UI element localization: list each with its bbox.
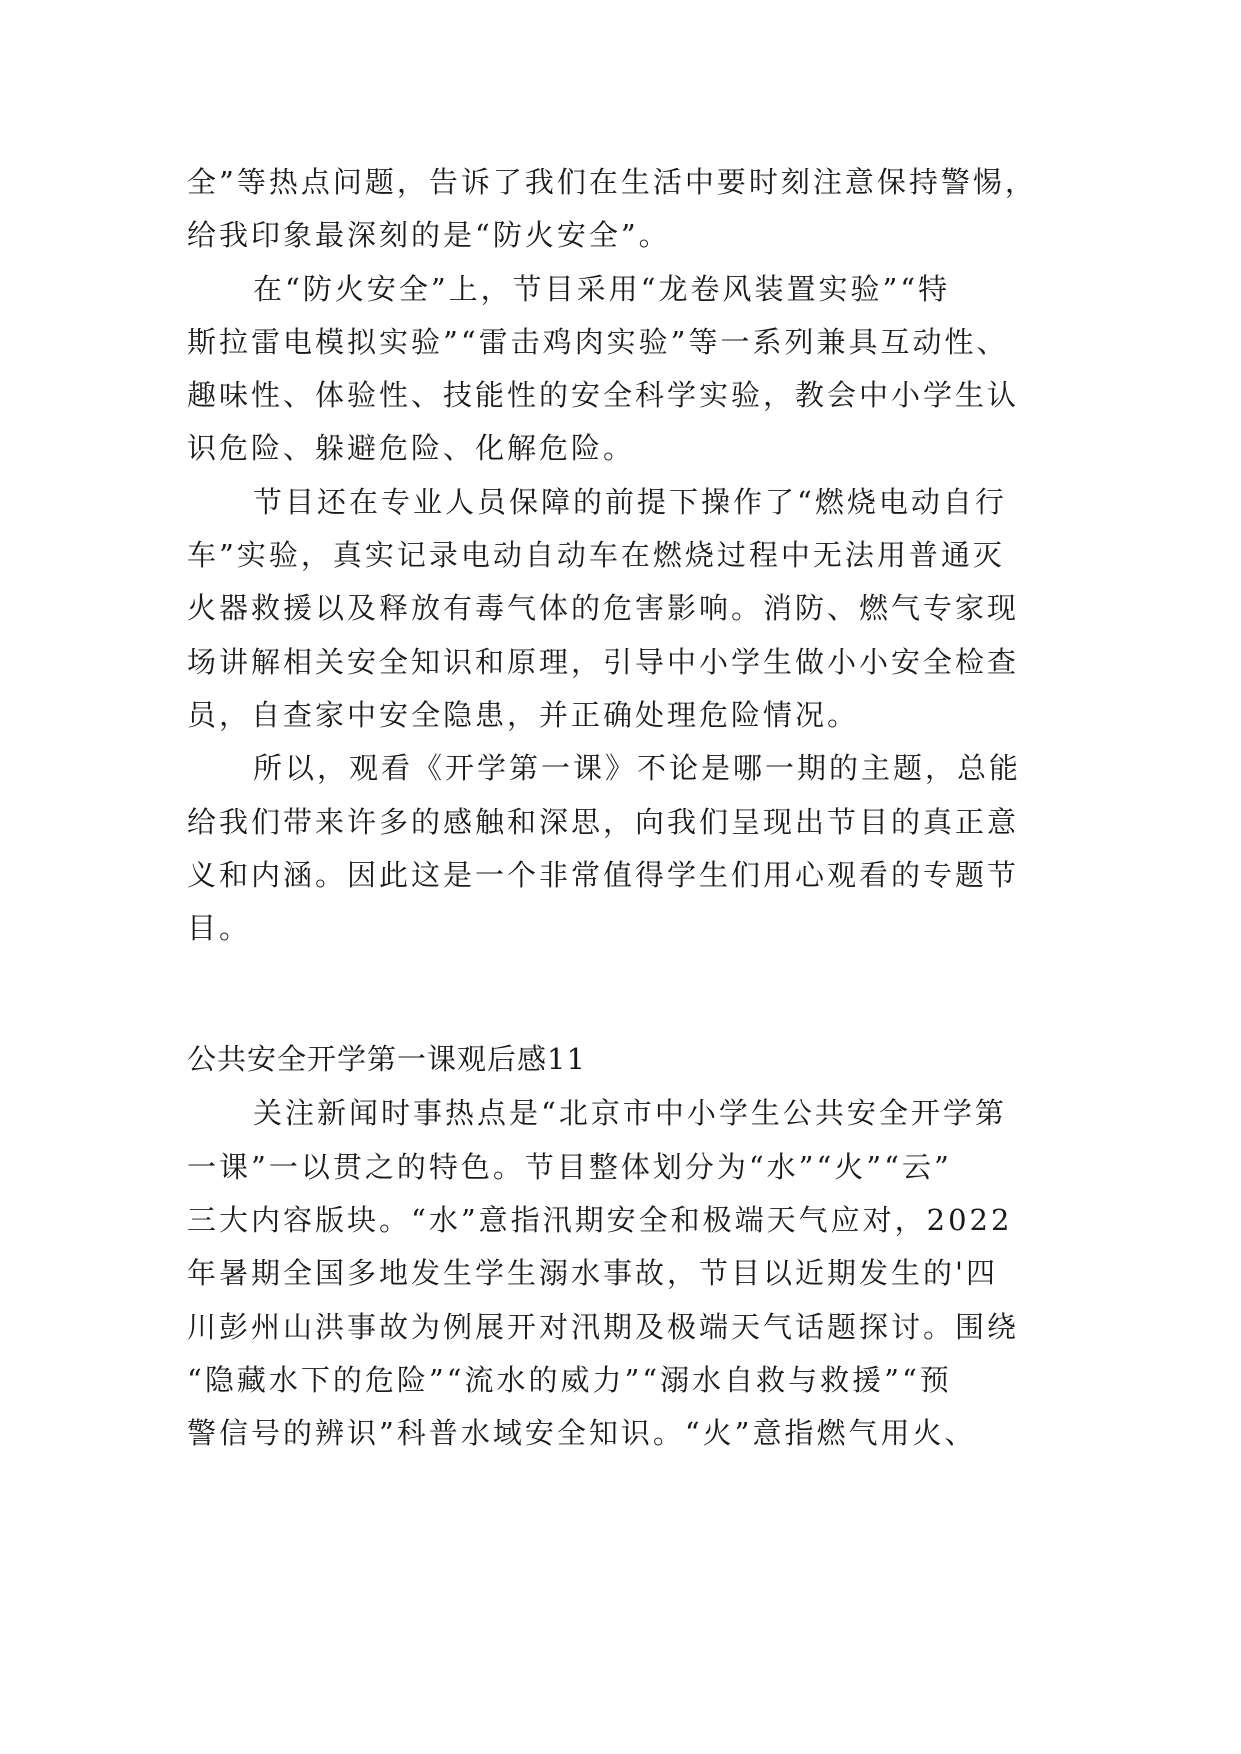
text-line: 关注新闻时事热点是“北京市中小学生公共安全开学第 [253, 1096, 1007, 1131]
text-line: 给我们带来许多的感触和深思，向我们呈现出节目的真正意 [187, 804, 1020, 839]
section-gap [187, 955, 1062, 1031]
text-line: 一课”一以贯之的特色。节目整体划分为“水”“火”“云” [187, 1149, 952, 1184]
paragraph [187, 742, 1062, 955]
text-line: 车”实验，真实记录电动自动车在燃烧过程中无法用普通灭 [187, 538, 1005, 573]
paragraph [187, 476, 1062, 742]
text-line: 在“防火安全”上，节目采用“龙卷风装置实验”“特 [253, 271, 951, 306]
text-line: “隐藏水下的危险”“流水的威力”“溺水自救与救援”“预 [187, 1362, 952, 1397]
section-title: 公共安全开学第一课观后感11 [187, 1042, 586, 1077]
text-line: 年暑期全国多地发生学生溺水事故，节目以近期发生的'四 [187, 1256, 998, 1291]
text-line: 节目还在专业人员保障的前提下操作了“燃烧电动自行 [253, 484, 1007, 519]
paragraph [187, 156, 1062, 263]
paragraph [187, 1087, 1062, 1460]
text-line: 场讲解相关安全知识和原理，引导中小学生做小小安全检查 [187, 644, 1020, 679]
paragraph [187, 263, 1062, 476]
text-line: 全”等热点问题，告诉了我们在生活中要时刻注意保持警惕， [187, 165, 1037, 199]
text-line: 警信号的辨识”科普水域安全知识。“火”意指燃气用火、 [187, 1416, 977, 1451]
text-line: 目。 [187, 911, 252, 946]
text-line: 斯拉雷电模拟实验”“雷击鸡肉实验”等一系列兼具互动性、 [187, 324, 1009, 359]
text-line: 火器救援以及释放有毒气体的危害影响。消防、燃气专家现 [187, 591, 1020, 626]
document-body [187, 156, 1062, 1461]
text-line: 识危险、躲避危险、化解危险。 [187, 431, 636, 466]
text-line: 给我印象最深刻的是“防火安全”。 [187, 218, 671, 253]
text-line: 义和内涵。因此这是一个非常值得学生们用心观看的专题节 [187, 857, 1020, 892]
text-line: 所以，观看《开学第一课》不论是哪一期的主题，总能 [253, 751, 1022, 786]
text-line: 趣味性、体验性、技能性的安全科学实验，教会中小学生认 [187, 378, 1020, 413]
text-line: 川彭州山洪事故为例展开对汛期及极端天气话题探讨。围绕 [187, 1309, 1020, 1344]
text-line: 员，自查家中安全隐患，并正确处理危险情况。 [187, 697, 860, 732]
text-line: 三大内容版块。“水”意指汛期安全和极端天气应对，2022 [187, 1203, 1013, 1238]
